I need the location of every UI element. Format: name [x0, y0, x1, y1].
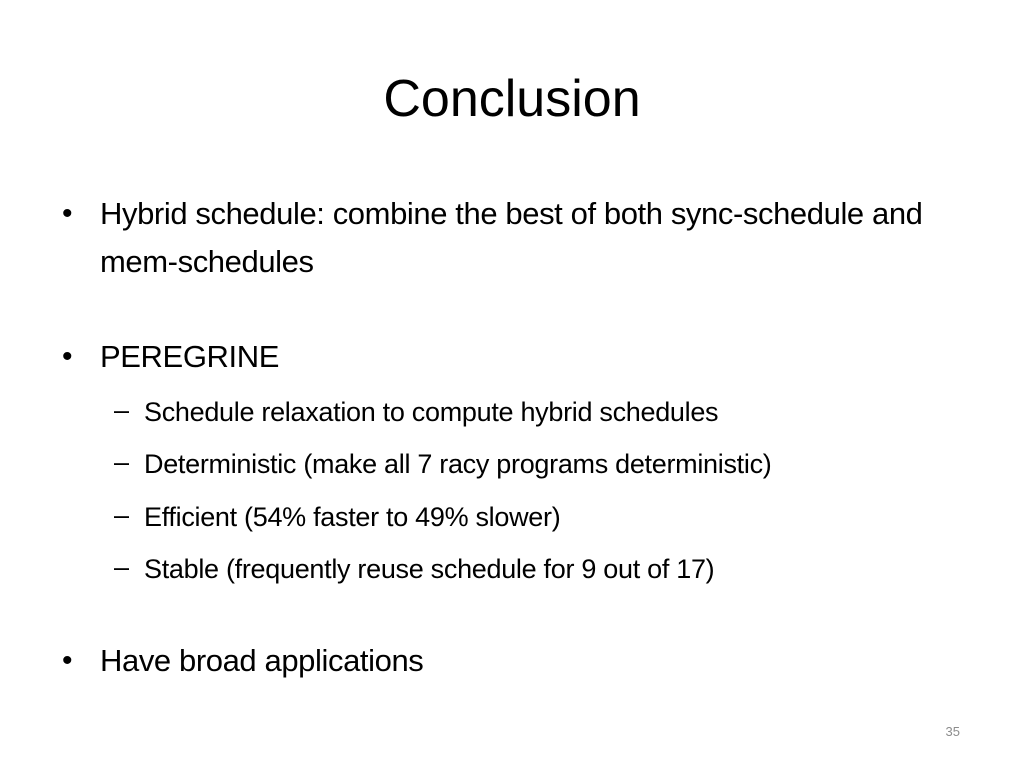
sub-marker: –	[114, 500, 129, 530]
bullet-marker: •	[62, 340, 73, 373]
bullet-peregrine	[62, 333, 962, 381]
subitem-stable	[114, 549, 994, 589]
subitem-schedule-relaxation	[114, 392, 994, 432]
sub-text: Stable (frequently reuse schedule for 9 out of 17)	[144, 554, 715, 584]
subitem-deterministic	[114, 444, 994, 484]
sub-text: Deterministic (make all 7 racy programs deterministic)	[144, 449, 772, 479]
slide-title: Conclusion	[383, 70, 641, 128]
bullet-text: Hybrid schedule: combine the best of both sync-schedule and mem-schedules	[100, 196, 923, 279]
sub-marker: –	[114, 552, 129, 582]
sub-marker: –	[114, 395, 129, 425]
bullet-marker: •	[62, 644, 73, 677]
sub-marker: –	[114, 447, 129, 477]
subitem-efficient	[114, 497, 994, 537]
sub-text: Efficient (54% faster to 49% slower)	[144, 502, 561, 532]
bullet-hybrid-schedule	[62, 190, 962, 286]
sub-text: Schedule relaxation to compute hybrid schedules	[144, 397, 719, 427]
bullet-text: Have broad applications	[100, 643, 424, 678]
bullet-broad-applications	[62, 637, 962, 685]
page-number: 35	[945, 724, 960, 739]
bullet-text: PEREGRINE	[100, 339, 279, 374]
bullet-marker: •	[62, 197, 73, 230]
